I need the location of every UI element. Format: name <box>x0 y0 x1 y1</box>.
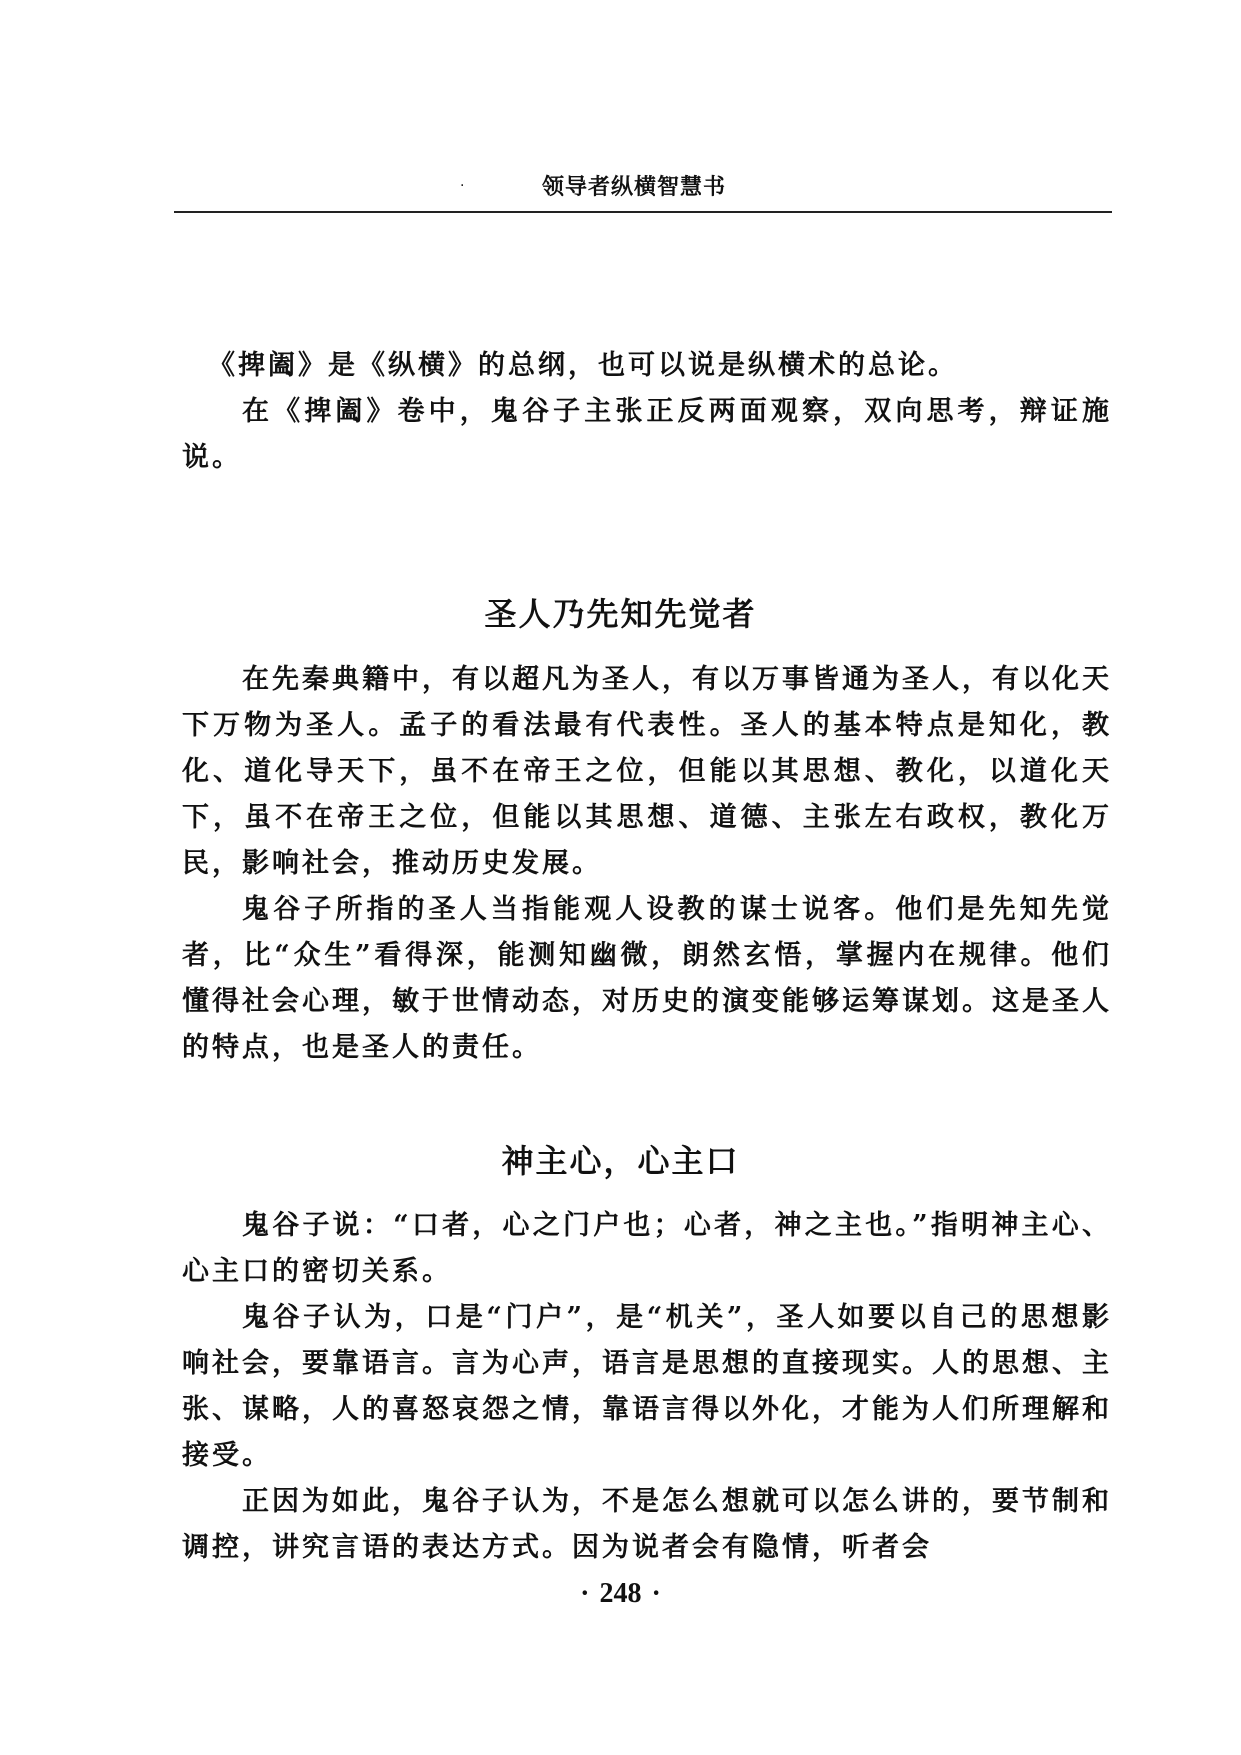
section-body <box>182 657 1112 1071</box>
header-dot: · <box>460 178 465 194</box>
body-paragraph: 鬼谷子所指的圣人当指能观人设教的谋士说客。他们是先知先觉者，比“众生”看得深，能测知幽微，朗然玄悟，掌握内在规律。他们懂得社会心理，敏于世情动态，对历史的演变能够运筹谋划。这是圣人的特点，也是圣人的责任。 <box>182 894 1112 1063</box>
page-bullet-left: · <box>580 1578 590 1609</box>
page-number <box>0 1578 1241 1610</box>
page-bullet-right: · <box>651 1578 661 1609</box>
body-paragraph: 在先秦典籍中，有以超凡为圣人，有以万事皆通为圣人，有以化天下万物为圣人。孟子的看法最有代表性。圣人的基本特点是知化，教化、道化导天下，虽不在帝王之位，但能以其思想、教化，以道化天下，虽不在帝王之位，但能以其思想、道德、主张左右政权，教化万民，影响社会，推动历史发展。 <box>182 664 1112 879</box>
section-heading: 神主心，心主口 <box>501 1142 740 1180</box>
intro-paragraph: 《捭阖》是《纵横》的总纲，也可以说是纵横术的总论。 <box>208 350 958 381</box>
page-number-value: 248 <box>599 1578 642 1609</box>
body-paragraph: 鬼谷子说：“口者，心之门户也；心者，神之主也。”指明神主心、心主口的密切关系。 <box>182 1210 1112 1287</box>
section-heading: 圣人乃先知先觉者 <box>484 595 757 633</box>
header-rule <box>174 211 1112 213</box>
book-title: 领导者纵横智慧书 <box>542 175 727 200</box>
body-paragraph: 正因为如此，鬼谷子认为，不是怎么想就可以怎么讲的，要节制和调控，讲究言语的表达方式。因为说者会有隐情，听者会 <box>182 1486 1112 1563</box>
section-body <box>182 1203 1112 1571</box>
intro-block <box>182 343 1112 481</box>
intro-paragraph: 在《捭阖》卷中，鬼谷子主张正反两面观察，双向思考，辩证施说。 <box>182 396 1112 473</box>
running-header <box>174 164 1112 204</box>
body-paragraph: 鬼谷子认为，口是“门户”，是“机关”，圣人如要以自己的思想影响社会，要靠语言。言为心声，语言是思想的直接现实。人的思想、主张、谋略，人的喜怒哀怨之情，靠语言得以外化，才能为人们所理解和接受。 <box>182 1302 1112 1471</box>
